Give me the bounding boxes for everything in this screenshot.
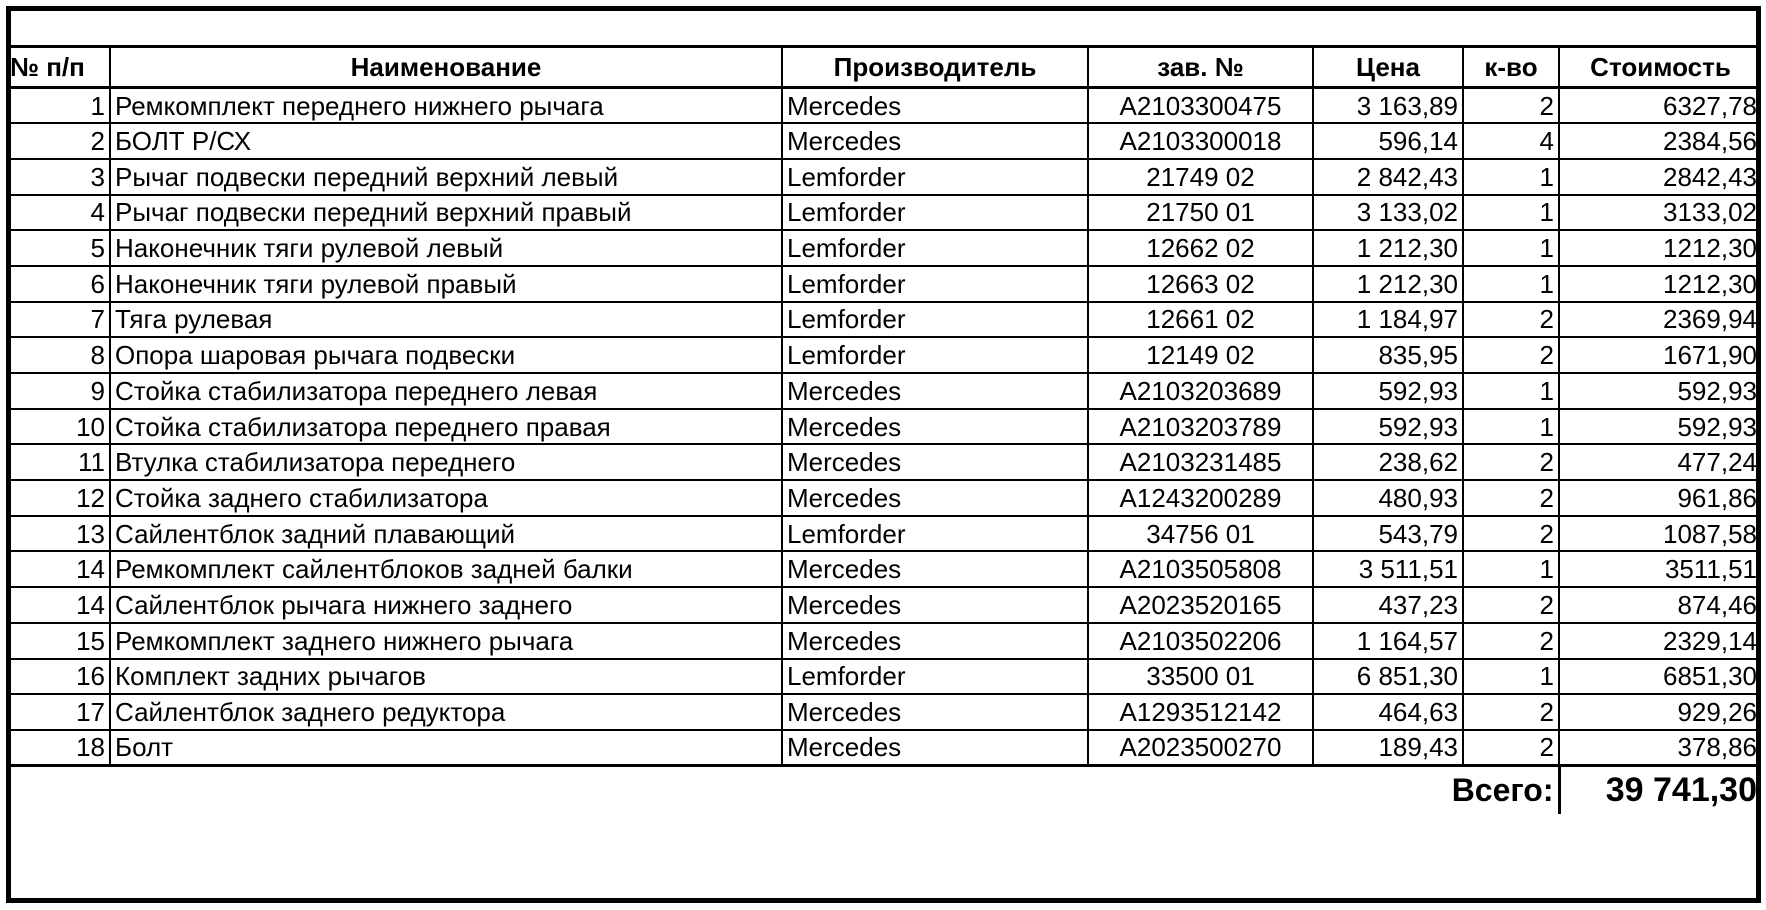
cell-part-no: 12149 02 bbox=[1088, 337, 1313, 373]
table-row bbox=[6, 694, 1761, 730]
cell-cost: 3511,51 bbox=[1559, 551, 1761, 587]
table-row bbox=[6, 587, 1761, 623]
table-row bbox=[6, 373, 1761, 409]
table-row bbox=[6, 480, 1761, 516]
cell-num: 1 bbox=[6, 88, 110, 124]
cell-manufacturer: Mercedes bbox=[782, 480, 1088, 516]
cell-num: 5 bbox=[6, 230, 110, 266]
table-row bbox=[6, 730, 1761, 766]
cell-qty: 1 bbox=[1463, 551, 1559, 587]
cell-qty: 1 bbox=[1463, 266, 1559, 302]
cell-num: 9 bbox=[6, 373, 110, 409]
header-cost: Стоимость bbox=[1559, 47, 1761, 88]
cell-manufacturer: Mercedes bbox=[782, 623, 1088, 659]
cell-manufacturer: Lemforder bbox=[782, 337, 1088, 373]
cell-manufacturer: Lemforder bbox=[782, 266, 1088, 302]
cell-manufacturer: Lemforder bbox=[782, 516, 1088, 552]
cell-price: 464,63 bbox=[1313, 694, 1463, 730]
cell-manufacturer: Mercedes bbox=[782, 730, 1088, 766]
cell-manufacturer: Lemforder bbox=[782, 195, 1088, 231]
header-name: Наименование bbox=[110, 47, 782, 88]
table-row bbox=[6, 337, 1761, 373]
table-body bbox=[6, 88, 1761, 766]
cell-name: Сайлентблок заднего редуктора bbox=[110, 694, 782, 730]
table-row bbox=[6, 159, 1761, 195]
cell-qty: 2 bbox=[1463, 730, 1559, 766]
cell-part-no: 21749 02 bbox=[1088, 159, 1313, 195]
cell-cost: 2842,43 bbox=[1559, 159, 1761, 195]
header-price: Цена bbox=[1313, 47, 1463, 88]
table-row bbox=[6, 302, 1761, 338]
cell-part-no: A2103300018 bbox=[1088, 123, 1313, 159]
cell-qty: 2 bbox=[1463, 444, 1559, 480]
cell-name: Ремкомплект заднего нижнего рычага bbox=[110, 623, 782, 659]
cell-num: 10 bbox=[6, 409, 110, 445]
cell-price: 592,93 bbox=[1313, 409, 1463, 445]
cell-cost: 1671,90 bbox=[1559, 337, 1761, 373]
cell-part-no: 12661 02 bbox=[1088, 302, 1313, 338]
table-row bbox=[6, 230, 1761, 266]
cell-price: 592,93 bbox=[1313, 373, 1463, 409]
cell-num: 4 bbox=[6, 195, 110, 231]
cell-price: 3 511,51 bbox=[1313, 551, 1463, 587]
cell-price: 543,79 bbox=[1313, 516, 1463, 552]
cell-manufacturer: Lemforder bbox=[782, 302, 1088, 338]
table-row bbox=[6, 88, 1761, 124]
cell-num: 18 bbox=[6, 730, 110, 766]
total-value: 39 741,30 bbox=[1559, 766, 1761, 814]
cell-name: БОЛТ Р/СХ bbox=[110, 123, 782, 159]
cell-num: 3 bbox=[6, 159, 110, 195]
cell-cost: 592,93 bbox=[1559, 373, 1761, 409]
total-row bbox=[6, 766, 1761, 814]
cell-part-no: A1293512142 bbox=[1088, 694, 1313, 730]
cell-cost: 1212,30 bbox=[1559, 266, 1761, 302]
table-row bbox=[6, 409, 1761, 445]
parts-table bbox=[6, 45, 1761, 814]
cell-num: 11 bbox=[6, 444, 110, 480]
cell-price: 3 163,89 bbox=[1313, 88, 1463, 124]
cell-qty: 2 bbox=[1463, 694, 1559, 730]
cell-qty: 1 bbox=[1463, 373, 1559, 409]
cell-manufacturer: Mercedes bbox=[782, 88, 1088, 124]
cell-qty: 4 bbox=[1463, 123, 1559, 159]
cell-name: Ремкомплект сайлентблоков задней балки bbox=[110, 551, 782, 587]
cell-part-no: A2103505808 bbox=[1088, 551, 1313, 587]
cell-num: 17 bbox=[6, 694, 110, 730]
cell-manufacturer: Mercedes bbox=[782, 373, 1088, 409]
cell-qty: 1 bbox=[1463, 230, 1559, 266]
cell-qty: 2 bbox=[1463, 480, 1559, 516]
table-row bbox=[6, 195, 1761, 231]
cell-name: Тяга рулевая bbox=[110, 302, 782, 338]
cell-part-no: A2103203689 bbox=[1088, 373, 1313, 409]
cell-qty: 1 bbox=[1463, 409, 1559, 445]
cell-price: 3 133,02 bbox=[1313, 195, 1463, 231]
cell-name: Сайлентблок задний плавающий bbox=[110, 516, 782, 552]
cell-name: Стойка стабилизатора переднего левая bbox=[110, 373, 782, 409]
cell-qty: 2 bbox=[1463, 337, 1559, 373]
cell-cost: 477,24 bbox=[1559, 444, 1761, 480]
cell-qty: 1 bbox=[1463, 659, 1559, 695]
cell-num: 2 bbox=[6, 123, 110, 159]
cell-cost: 3133,02 bbox=[1559, 195, 1761, 231]
cell-qty: 2 bbox=[1463, 623, 1559, 659]
cell-num: 15 bbox=[6, 623, 110, 659]
cell-cost: 6851,30 bbox=[1559, 659, 1761, 695]
cell-name: Стойка стабилизатора переднего правая bbox=[110, 409, 782, 445]
cell-price: 189,43 bbox=[1313, 730, 1463, 766]
cell-qty: 1 bbox=[1463, 195, 1559, 231]
cell-cost: 961,86 bbox=[1559, 480, 1761, 516]
cell-part-no: A2103231485 bbox=[1088, 444, 1313, 480]
cell-part-no: A2103300475 bbox=[1088, 88, 1313, 124]
cell-name: Сайлентблок рычага нижнего заднего bbox=[110, 587, 782, 623]
cell-price: 480,93 bbox=[1313, 480, 1463, 516]
cell-qty: 2 bbox=[1463, 88, 1559, 124]
cell-cost: 592,93 bbox=[1559, 409, 1761, 445]
header-manufacturer: Производитель bbox=[782, 47, 1088, 88]
cell-part-no: A2023500270 bbox=[1088, 730, 1313, 766]
cell-cost: 929,26 bbox=[1559, 694, 1761, 730]
cell-num: 7 bbox=[6, 302, 110, 338]
cell-price: 6 851,30 bbox=[1313, 659, 1463, 695]
cell-price: 1 212,30 bbox=[1313, 266, 1463, 302]
table-row bbox=[6, 516, 1761, 552]
cell-num: 14 bbox=[6, 551, 110, 587]
cell-cost: 1087,58 bbox=[1559, 516, 1761, 552]
cell-name: Стойка заднего стабилизатора bbox=[110, 480, 782, 516]
cell-qty: 2 bbox=[1463, 302, 1559, 338]
cell-qty: 2 bbox=[1463, 587, 1559, 623]
cell-manufacturer: Mercedes bbox=[782, 444, 1088, 480]
header-part-no: зав. № bbox=[1088, 47, 1313, 88]
cell-part-no: A1243200289 bbox=[1088, 480, 1313, 516]
cell-manufacturer: Mercedes bbox=[782, 587, 1088, 623]
cell-price: 2 842,43 bbox=[1313, 159, 1463, 195]
cell-cost: 6327,78 bbox=[1559, 88, 1761, 124]
cell-name: Ремкомплект переднего нижнего рычага bbox=[110, 88, 782, 124]
header-qty: к-во bbox=[1463, 47, 1559, 88]
table-row bbox=[6, 123, 1761, 159]
cell-name: Опора шаровая рычага подвески bbox=[110, 337, 782, 373]
cell-name: Наконечник тяги рулевой левый bbox=[110, 230, 782, 266]
cell-manufacturer: Mercedes bbox=[782, 123, 1088, 159]
cell-price: 1 184,97 bbox=[1313, 302, 1463, 338]
cell-cost: 2369,94 bbox=[1559, 302, 1761, 338]
cell-cost: 1212,30 bbox=[1559, 230, 1761, 266]
cell-num: 14 bbox=[6, 587, 110, 623]
cell-name: Втулка стабилизатора переднего bbox=[110, 444, 782, 480]
cell-cost: 378,86 bbox=[1559, 730, 1761, 766]
cell-num: 12 bbox=[6, 480, 110, 516]
cell-num: 13 bbox=[6, 516, 110, 552]
cell-part-no: A2023520165 bbox=[1088, 587, 1313, 623]
cell-num: 8 bbox=[6, 337, 110, 373]
cell-cost: 874,46 bbox=[1559, 587, 1761, 623]
cell-manufacturer: Lemforder bbox=[782, 230, 1088, 266]
cell-name: Комплект задних рычагов bbox=[110, 659, 782, 695]
total-label: Всего: bbox=[6, 766, 1559, 814]
cell-price: 437,23 bbox=[1313, 587, 1463, 623]
cell-price: 596,14 bbox=[1313, 123, 1463, 159]
cell-manufacturer: Lemforder bbox=[782, 159, 1088, 195]
table-row bbox=[6, 444, 1761, 480]
cell-price: 835,95 bbox=[1313, 337, 1463, 373]
cell-manufacturer: Mercedes bbox=[782, 551, 1088, 587]
cell-price: 1 164,57 bbox=[1313, 623, 1463, 659]
cell-num: 16 bbox=[6, 659, 110, 695]
cell-name: Болт bbox=[110, 730, 782, 766]
cell-part-no: 12662 02 bbox=[1088, 230, 1313, 266]
table-row bbox=[6, 659, 1761, 695]
cell-part-no: 12663 02 bbox=[1088, 266, 1313, 302]
table-row bbox=[6, 551, 1761, 587]
cell-part-no: 33500 01 bbox=[1088, 659, 1313, 695]
cell-manufacturer: Mercedes bbox=[782, 694, 1088, 730]
cell-manufacturer: Lemforder bbox=[782, 659, 1088, 695]
cell-price: 1 212,30 bbox=[1313, 230, 1463, 266]
cell-cost: 2329,14 bbox=[1559, 623, 1761, 659]
cell-num: 6 bbox=[6, 266, 110, 302]
cell-cost: 2384,56 bbox=[1559, 123, 1761, 159]
cell-part-no: A2103502206 bbox=[1088, 623, 1313, 659]
cell-part-no: 34756 01 bbox=[1088, 516, 1313, 552]
cell-part-no: 21750 01 bbox=[1088, 195, 1313, 231]
table-row bbox=[6, 623, 1761, 659]
cell-qty: 1 bbox=[1463, 159, 1559, 195]
cell-name: Рычаг подвески передний верхний правый bbox=[110, 195, 782, 231]
cell-qty: 2 bbox=[1463, 516, 1559, 552]
table-row bbox=[6, 266, 1761, 302]
header-row bbox=[6, 47, 1761, 88]
cell-name: Наконечник тяги рулевой правый bbox=[110, 266, 782, 302]
cell-price: 238,62 bbox=[1313, 444, 1463, 480]
header-num: № п/п bbox=[6, 47, 110, 88]
cell-part-no: A2103203789 bbox=[1088, 409, 1313, 445]
cell-manufacturer: Mercedes bbox=[782, 409, 1088, 445]
cell-name: Рычаг подвески передний верхний левый bbox=[110, 159, 782, 195]
